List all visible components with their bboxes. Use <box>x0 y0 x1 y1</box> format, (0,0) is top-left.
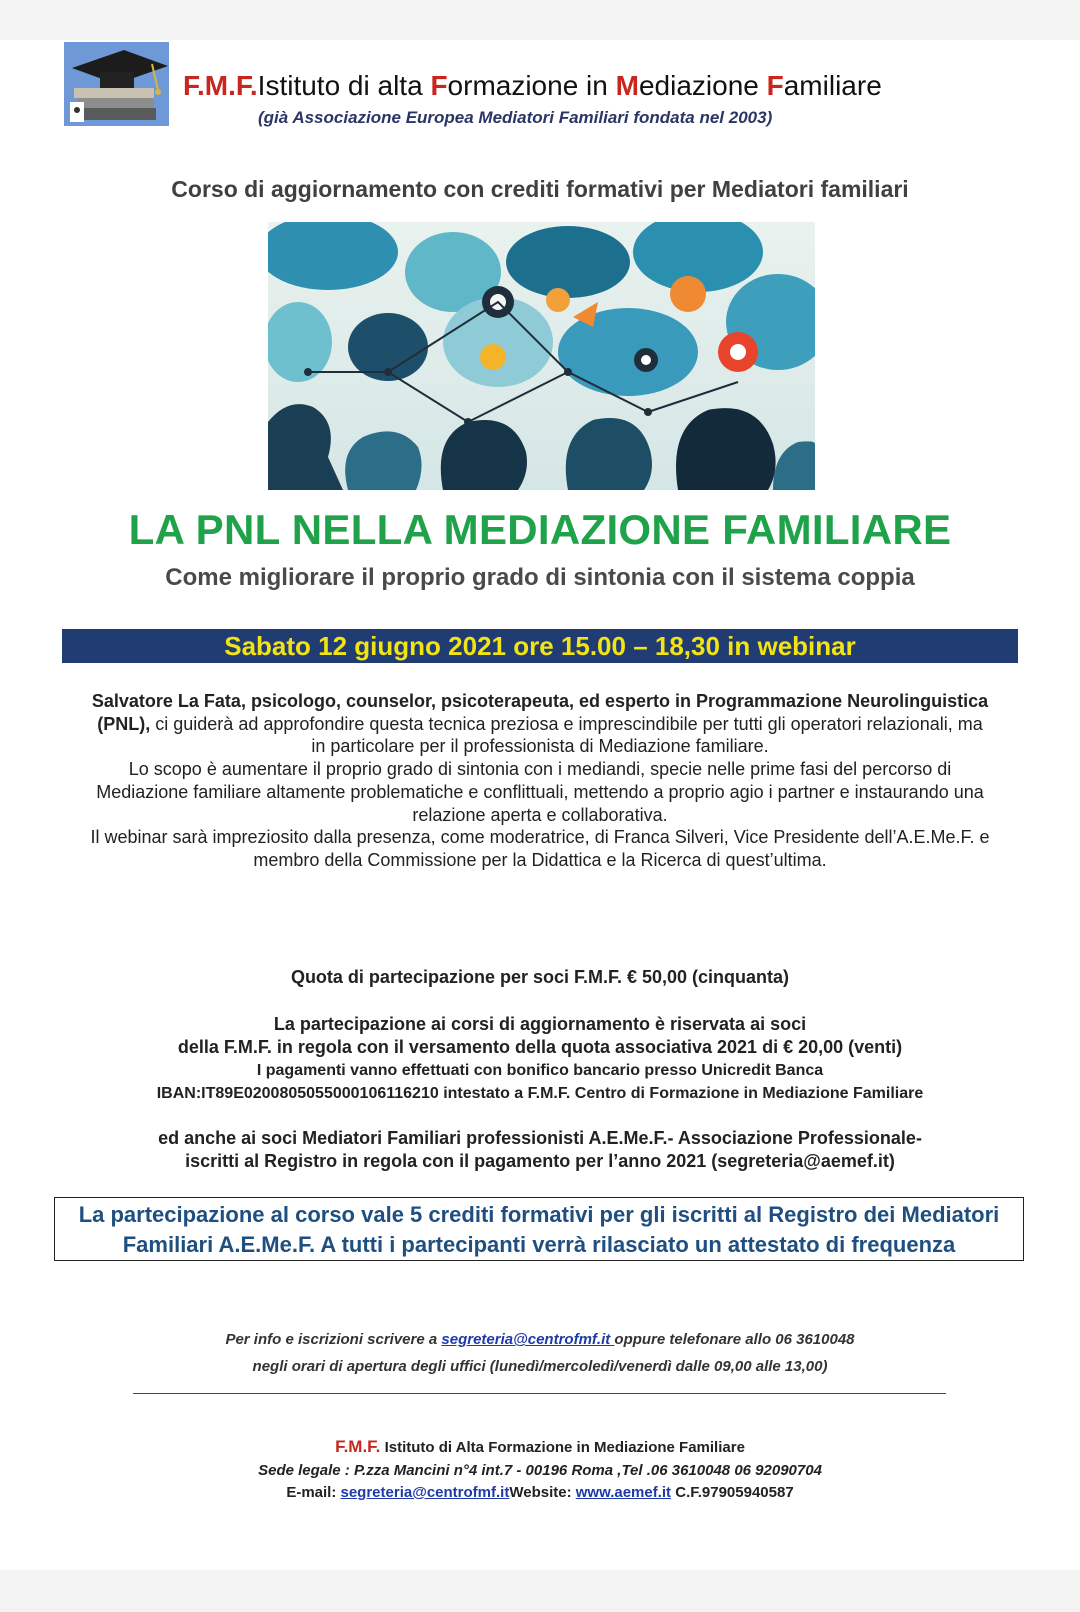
main-subtitle: Come migliorare il proprio grado di sintonia con il sistema coppia <box>165 564 915 591</box>
credits-line2: Familiari A.E.Me.F. A tutti i partecipanti verrà rilasciato un attestato di frequenza <box>122 1232 956 1257</box>
main-title: LA PNL NELLA MEDIAZIONE FAMILIARE <box>128 506 952 553</box>
description-lead: Salvatore La Fata, psicologo, counselor, psicoterapeuta, ed esperto in Programmazione Neurolinguistica (PNL), <box>91 691 989 734</box>
aemef-line1: ed anche ai soci Mediatori Familiari professionisti A.E.Me.F.- Associazione Professionale- <box>158 1128 922 1148</box>
header-title-part: M <box>615 70 639 101</box>
payment-line1: I pagamenti vanno effettuati con bonifico bancario presso Unicredit Banca <box>256 1062 824 1079</box>
footer-email-label: E-mail: <box>286 1484 341 1501</box>
iban-line: IBAN:IT89E0200805055000106116210 intestato a F.M.F. Centro di Formazione in Mediazione Familiare <box>156 1085 924 1102</box>
header-title <box>183 70 983 102</box>
participation-line2: della F.M.F. in regola con il versamento della quota associativa 2021 di € 20,00 (venti) <box>177 1037 903 1057</box>
flyer-page <box>0 40 1080 1570</box>
description-text: ci guiderà ad approfondire questa tecnica preziosa e imprescindibile per tutti gli operatori relazionali, ma in particolare per il professionista di Mediazione familiare. <box>150 713 983 757</box>
footer-address: Sede legale : P.zza Mancini n°4 int.7 - 00196 Roma ,Tel .06 3610048 06 92090704 <box>258 1461 822 1479</box>
footer-org-short: F.M.F. <box>335 1437 381 1456</box>
header-title-part: F.M.F. <box>183 70 258 101</box>
divider <box>133 1393 946 1394</box>
info-post: oppure telefonare allo 06 3610048 <box>614 1331 855 1348</box>
participation <box>80 1013 1000 1059</box>
date-band: Sabato 12 giugno 2021 ore 15.00 – 18,30 in webinar <box>62 629 1018 663</box>
description <box>90 690 990 872</box>
footer-cf: C.F.97905940587 <box>671 1484 794 1501</box>
info-hours: negli orari di apertura degli uffici (lunedì/mercoledì/venerdì dalle 09,00 alle 13,00) <box>252 1358 828 1375</box>
aemef-line2: iscritti al Registro in regola con il pagamento per l’anno 2021 (segreteria@aemef.it) <box>185 1151 895 1171</box>
footer <box>0 1436 1080 1505</box>
credits-line1: La partecipazione al corso vale 5 crediti formativi per gli iscritti al Registro dei Mediatori <box>78 1202 1000 1227</box>
header-title-part: amiliare <box>783 70 882 101</box>
credits-box <box>54 1197 1024 1261</box>
footer-org-name: Istituto di Alta Formazione in Mediazione Familiare <box>380 1439 745 1456</box>
quota: Quota di partecipazione per soci F.M.F. € 50,00 (cinquanta) <box>290 967 790 987</box>
social-network-heads-illustration <box>268 222 815 490</box>
payment-info <box>80 1059 1000 1105</box>
description-line2: Lo scopo è aumentare il proprio grado di sintonia con i mediandi, specie nelle prime fasi del percorso di Mediazione familiare altamente problematiche e conflittuali, mettendo a proprio agio i partner e instaurando una relazione aperta e collaborativa. <box>96 759 984 825</box>
info-email-link[interactable]: segreteria@centrofmf.it <box>441 1331 615 1348</box>
aemef-note <box>80 1127 1000 1173</box>
graduation-cap-logo <box>64 42 169 126</box>
header-title-part: F <box>430 70 448 101</box>
course-label: Corso di aggiornamento con crediti formativi per Mediatori familiari <box>171 176 909 202</box>
header-title-part: F <box>766 70 784 101</box>
info-pre: Per info e iscrizioni scrivere a <box>225 1331 442 1348</box>
participation-line1: La partecipazione ai corsi di aggiornamento è riservata ai soci <box>273 1014 807 1034</box>
header-subtitle: (già Associazione Europea Mediatori Familiari fondata nel 2003) <box>258 108 773 127</box>
header-title-part: Istituto di alta <box>257 70 431 101</box>
footer-website-label: Website: <box>509 1484 576 1501</box>
footer-website-link[interactable]: www.aemef.it <box>575 1484 672 1501</box>
info-contact <box>0 1326 1080 1380</box>
description-line3: Il webinar sarà impreziosito dalla presenza, come moderatrice, di Franca Silveri, Vice Presidente dell’A.E.Me.F. e membro della Commissione per la Didattica e la Ricerca di quest’ultima. <box>90 827 990 870</box>
header-title-part: ediazione <box>638 70 767 101</box>
header-title-part: ormazione in <box>447 70 616 101</box>
footer-email-link[interactable]: segreteria@centrofmf.it <box>340 1484 510 1501</box>
